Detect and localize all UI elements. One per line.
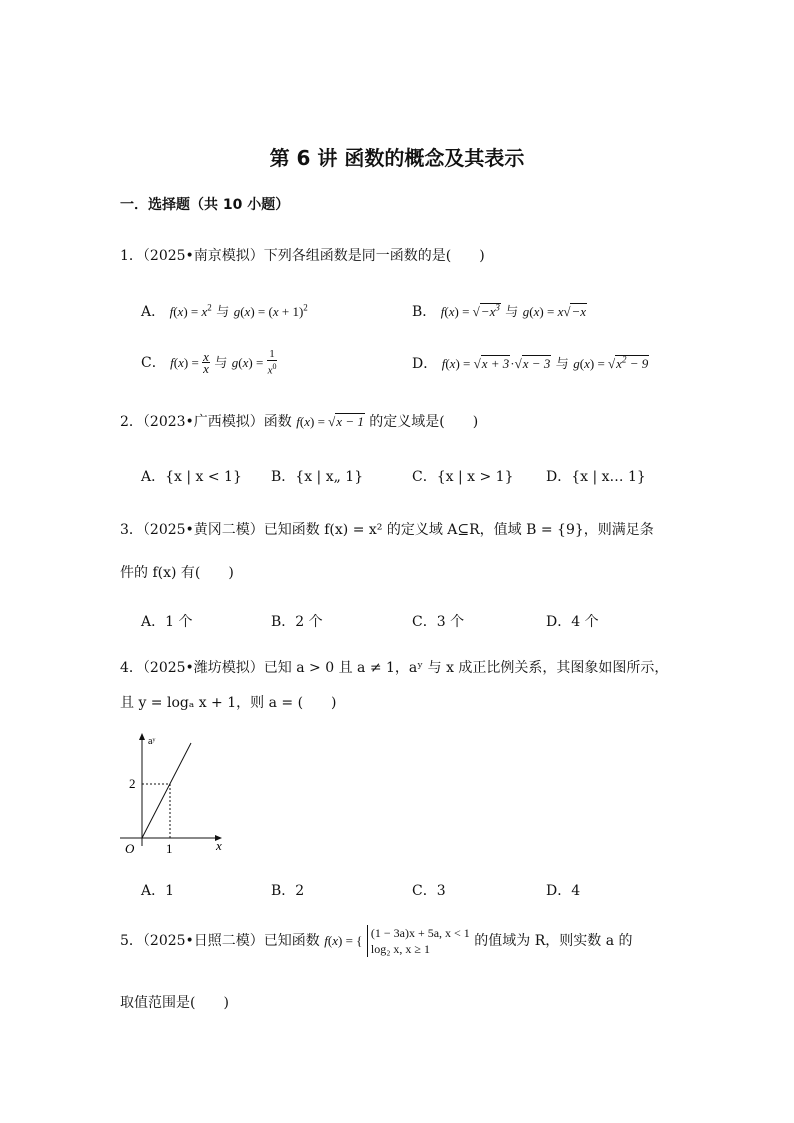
question-4-option-c[interactable]: C．3 xyxy=(412,883,446,899)
question-5-prefix: 5．（2025•日照二模）已知函数 xyxy=(120,933,320,949)
y-tick-label: 2 xyxy=(129,776,136,791)
option-label: B． xyxy=(412,304,437,320)
question-4-option-b[interactable]: B．2 xyxy=(271,883,305,899)
question-2-option-b[interactable]: B．{x | x„ 1} xyxy=(271,469,364,485)
question-1-stem: 1．（2025•南京模拟）下列各组函数是同一函数的是( ) xyxy=(120,248,485,264)
x-tick-label: 1 xyxy=(166,841,173,856)
question-4-graph xyxy=(115,728,235,858)
question-5-suffix: 的值域为 R，则实数 a 的 xyxy=(474,933,633,949)
y-axis-label: aʸ xyxy=(148,736,156,747)
section-heading: 一．选择题（共 10 小题） xyxy=(120,197,290,213)
question-5-stem-line-2: 取值范围是( ) xyxy=(120,995,229,1011)
question-2-stem: 2．（2023•广西模拟）函数 f(x) = √x − 1 的定义域是( ) xyxy=(120,414,479,430)
y-axis-arrow xyxy=(139,733,145,740)
question-2-option-d[interactable]: D．{x | x… 1} xyxy=(546,469,646,485)
question-1-option-a[interactable]: A． $f(x) = x^2$ 与 $g(x) = (x + 1)^2$ xyxy=(141,302,308,320)
question-3-option-b[interactable]: B．2 个 xyxy=(271,614,323,630)
page-title: 第 6 讲 函数的概念及其表示 xyxy=(269,146,525,170)
piece-1: (1 − 3a)x + 5a, x < 1 xyxy=(370,926,470,940)
question-3-stem-line-2: 件的 f(x) 有( ) xyxy=(120,565,234,581)
question-2-option-c[interactable]: C．{x | x > 1} xyxy=(412,469,514,485)
question-5-stem-line-1: 5．（2025•日照二模）已知函数 f(x) = { (1 − 3a)x + 5a, x < 1 log₂ x, x ≥ 1 的值域为 R，则实数 a 的 xyxy=(120,926,633,956)
question-4-option-d[interactable]: D．4 xyxy=(546,883,581,899)
question-2-option-a[interactable]: A．{x | x < 1} xyxy=(141,469,242,485)
question-3-option-c[interactable]: C．3 个 xyxy=(412,614,465,630)
question-3-option-d[interactable]: D．4 个 xyxy=(546,614,599,630)
graph-line xyxy=(142,743,191,838)
x-axis-label: x xyxy=(216,838,222,853)
question-3-option-a[interactable]: A．1 个 xyxy=(141,614,193,630)
question-3-stem-line-1: 3．（2025•黄冈二模）已知函数 f(x) = x² 的定义域 A⊆R，值域 B = {9}，则满足条 xyxy=(120,522,654,538)
question-4-option-a[interactable]: A．1 xyxy=(141,883,175,899)
question-1-option-b[interactable]: B． $f(x) = √-x^3$ 与 g(x) = x√−x xyxy=(412,302,587,320)
origin-label: O xyxy=(125,841,135,856)
question-4-stem-line-1: 4．（2025•潍坊模拟）已知 a > 0 且 a ≠ 1，aʸ 与 x 成正比例关系，其图象如图所示， xyxy=(120,660,669,676)
piecewise-function xyxy=(367,925,470,957)
question-4-stem-line-2: 且 y = logₐ x + 1，则 a = ( ) xyxy=(120,695,337,711)
option-label: C． xyxy=(141,354,166,371)
question-1-option-c[interactable]: C． f(x) = $\frac{x}{x}$ 与 g(x) = $\frac{1}{x^0}$ xyxy=(141,348,277,377)
option-label: A． xyxy=(141,304,166,320)
option-label: D． xyxy=(412,356,438,372)
piece-2: log₂ x, x ≥ 1 xyxy=(370,942,430,956)
question-1-option-d[interactable]: D． f(x) = √x + 3·√x − 3 与 $g(x) = √x^2 - 9$ xyxy=(412,354,649,372)
